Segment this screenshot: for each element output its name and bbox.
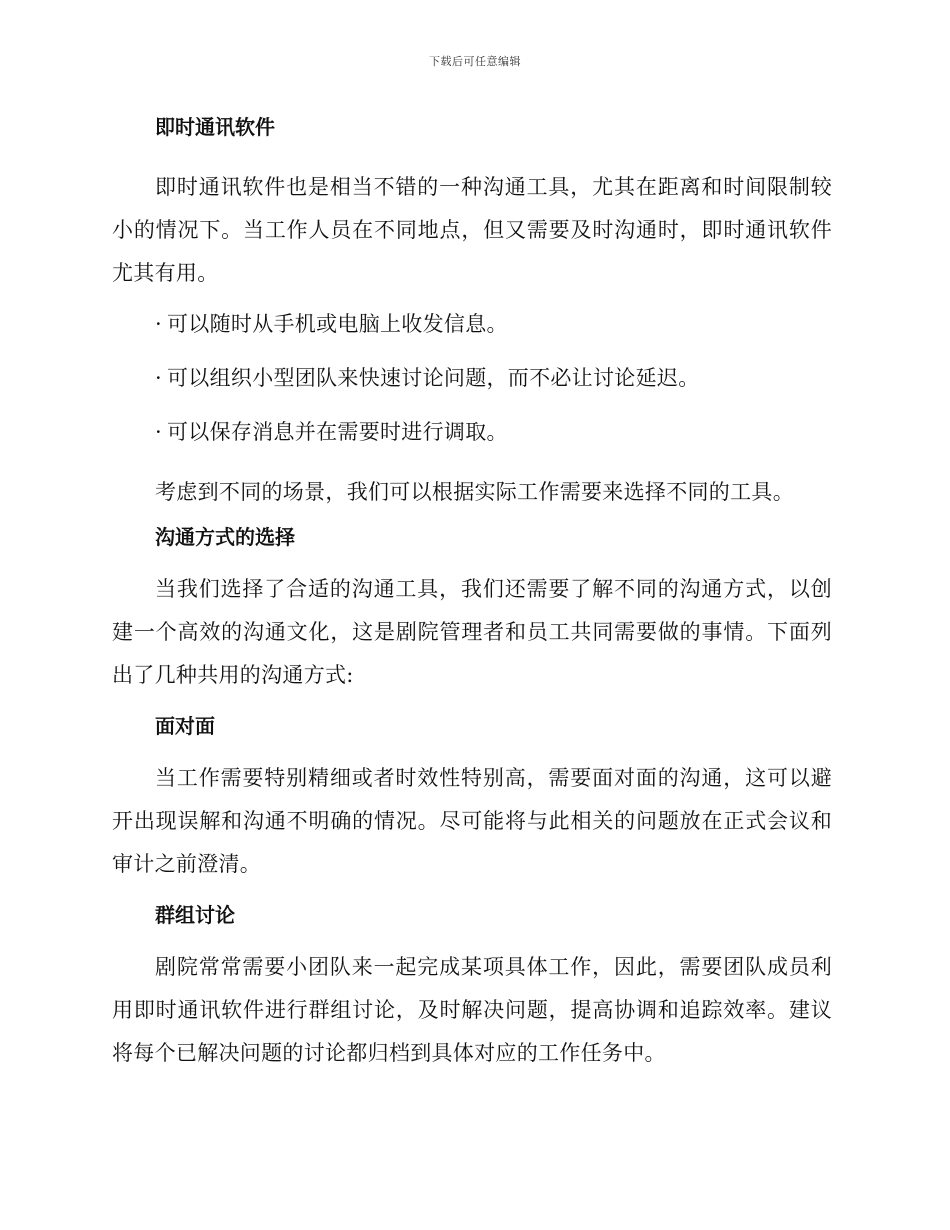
- paragraph-group-discussion: 剧院常常需要小团队来一起完成某项具体工作，因此，需要团队成员利用即时通讯软件进行群组讨论，及时解决问题，提高协调和追踪效率。建议将每个已解决问题的讨论都归档到具体对应的工作任务中。: [112, 955, 832, 1065]
- paragraph-im-intro: 即时通讯软件也是相当不错的一种沟通工具，尤其在距离和时间限制较小的情况下。当工作人员在不同地点，但又需要及时沟通时，即时通讯软件尤其有用。: [112, 175, 832, 285]
- bullet-item: [112, 363, 832, 393]
- bullet-text: 可以保存消息并在需要时进行调取。: [167, 420, 508, 444]
- heading-communication-methods: 沟通方式的选择: [155, 525, 295, 549]
- paragraph-methods: 当我们选择了合适的沟通工具，我们还需要了解不同的沟通方式，以创建一个高效的沟通文化，这是剧院管理者和员工共同需要做的事情。下面列出了几种共用的沟通方式:: [112, 577, 832, 687]
- bullet-mark: ·: [155, 312, 162, 336]
- bullet-mark: ·: [155, 366, 162, 390]
- bullet-item: [112, 417, 832, 447]
- page-header-note: 下载后可任意编辑: [429, 55, 521, 68]
- paragraph-face-to-face: 当工作需要特别精细或者时效性特别高，需要面对面的沟通，这可以避开出现误解和沟通不明确的情况。尽可能将与此相关的问题放在正式会议和审计之前澄清。: [112, 766, 832, 876]
- heading-instant-messaging: 即时通讯软件: [155, 115, 275, 139]
- heading-face-to-face: 面对面: [155, 714, 215, 738]
- bullet-text: 可以随时从手机或电脑上收发信息。: [167, 312, 508, 336]
- bullet-item: [112, 309, 832, 339]
- document-body: [112, 112, 832, 1085]
- bullet-text: 可以组织小型团队来快速讨论问题，而不必让讨论延迟。: [167, 366, 700, 390]
- bullet-mark: ·: [155, 420, 162, 444]
- paragraph-im-conclusion: 考虑到不同的场景，我们可以根据实际工作需要来选择不同的工具。: [155, 480, 794, 504]
- heading-group-discussion: 群组讨论: [155, 903, 235, 927]
